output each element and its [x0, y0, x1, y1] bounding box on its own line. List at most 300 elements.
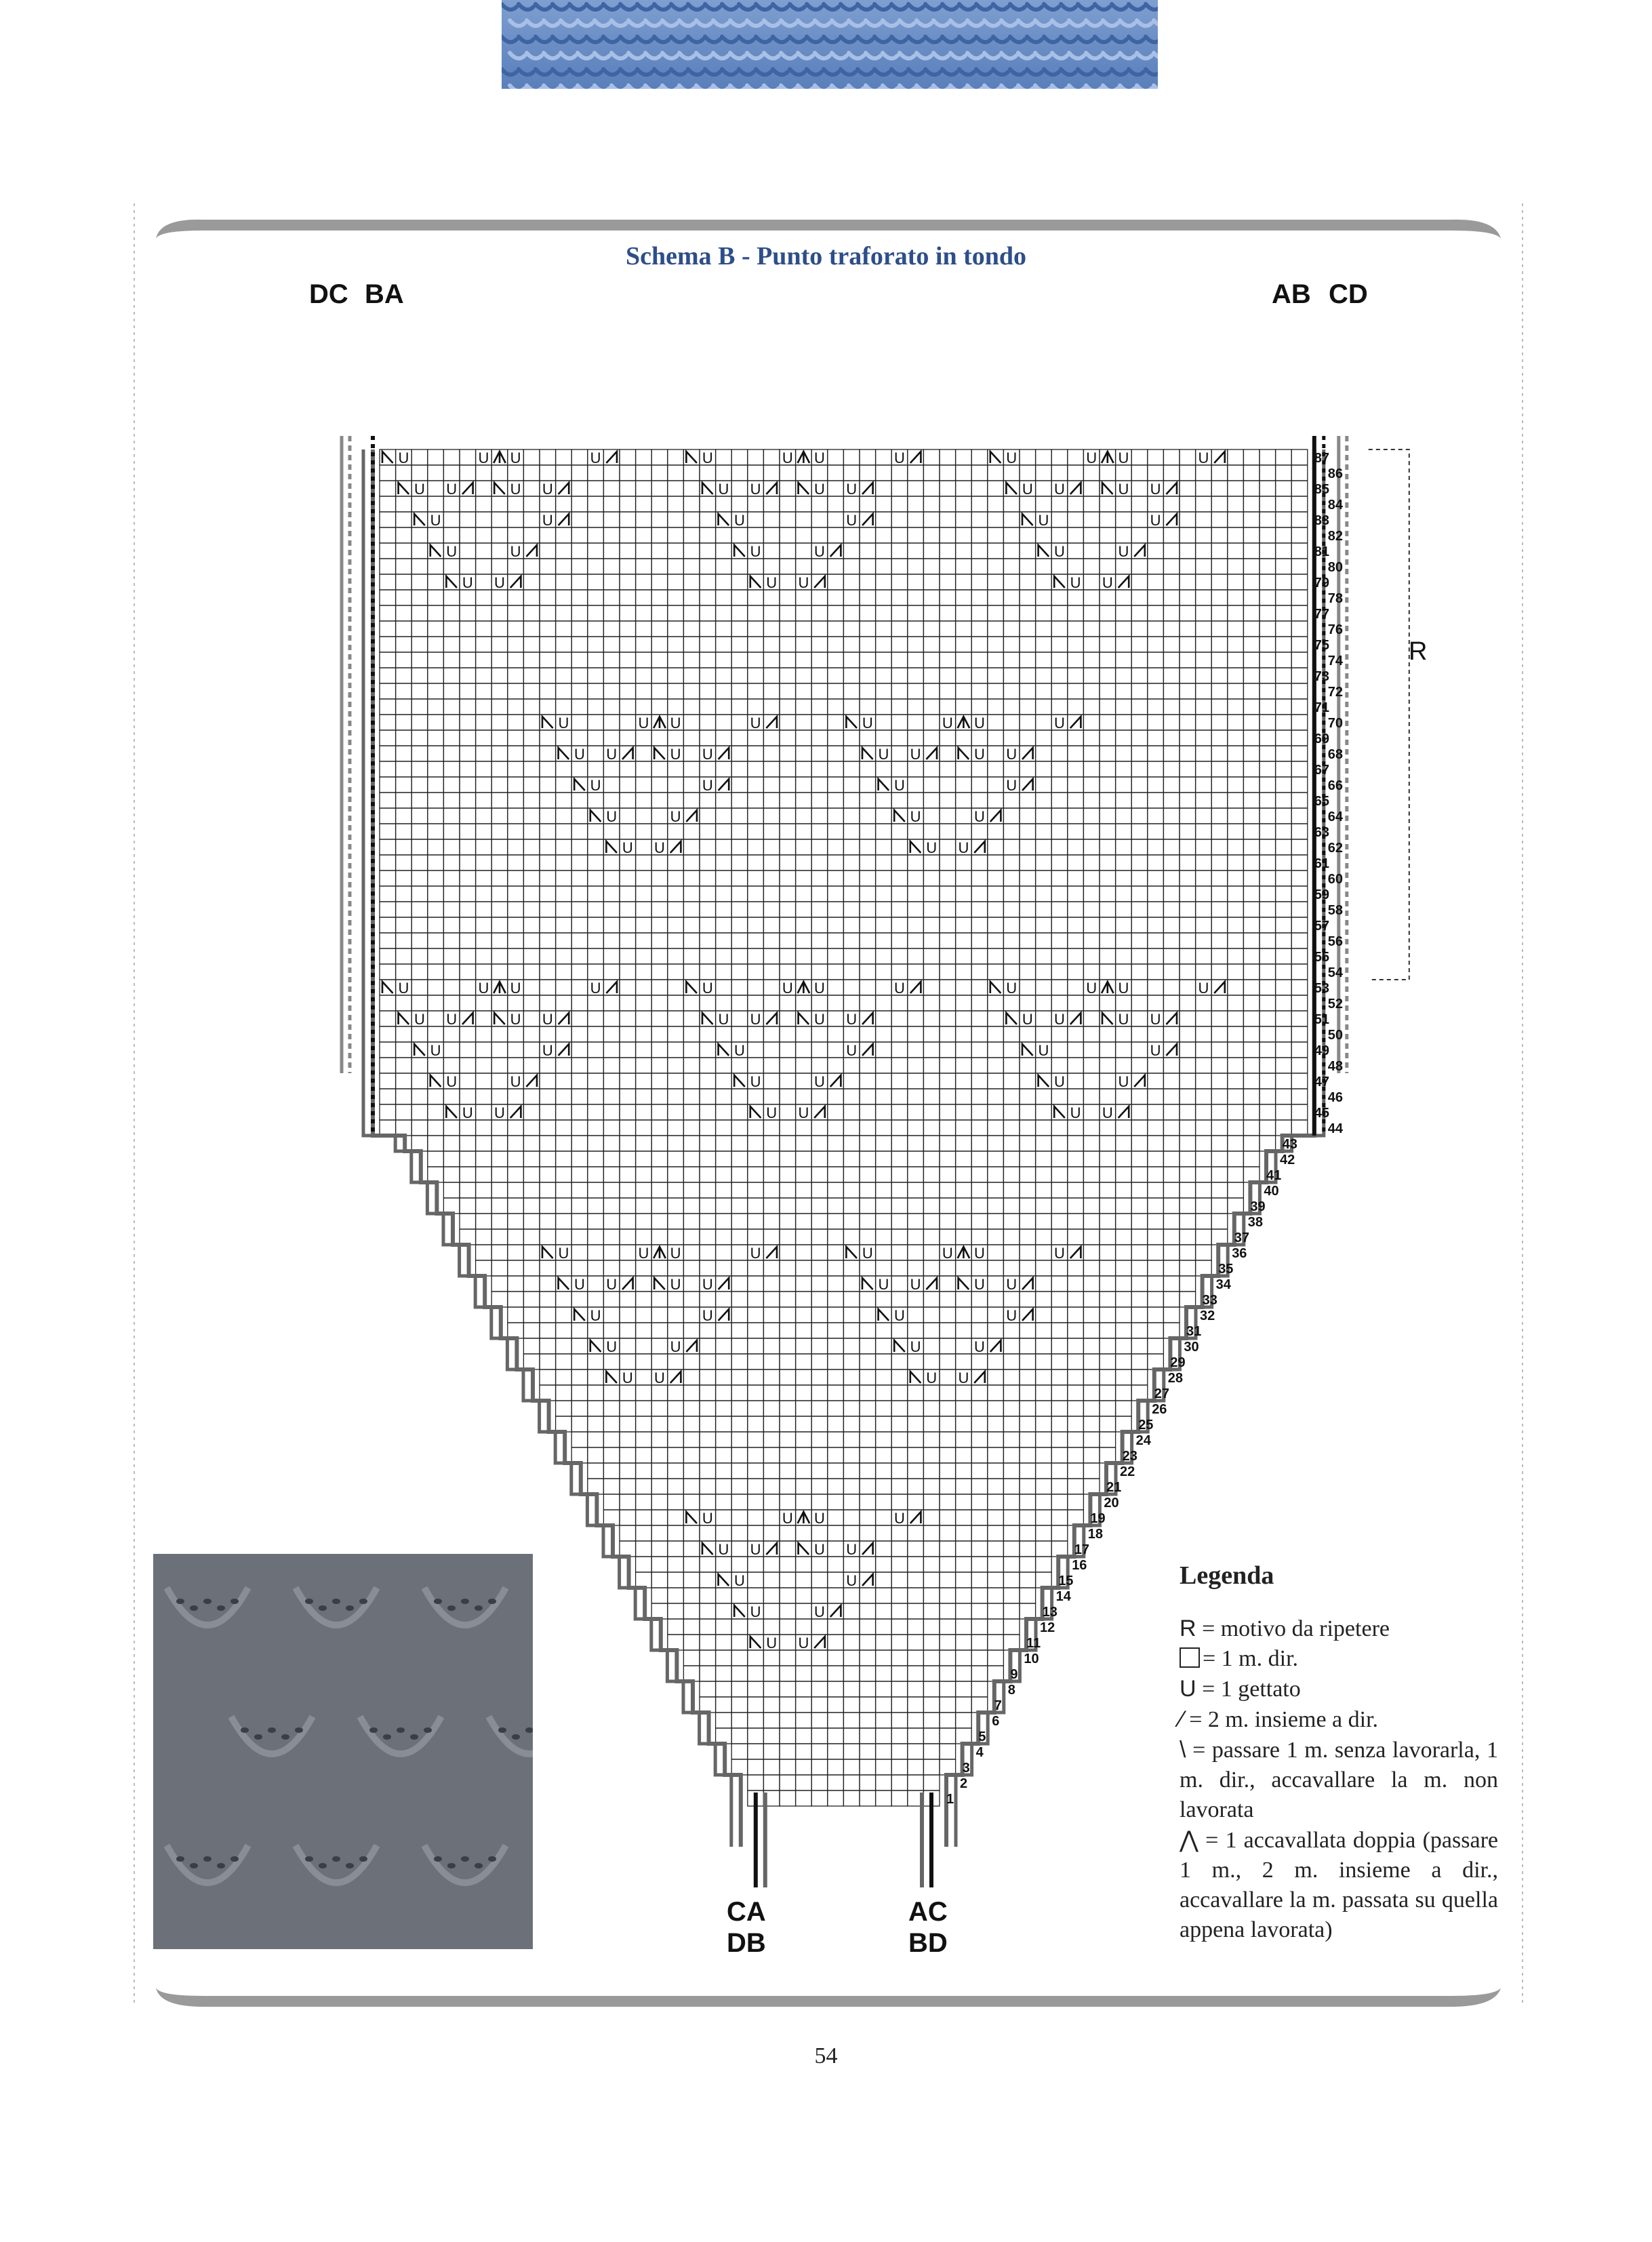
- ssk-mark: [1102, 1013, 1113, 1024]
- yarn-over-mark: U: [606, 1276, 618, 1293]
- double-decrease-mark: [493, 452, 506, 463]
- lace-eyelet: [190, 1863, 198, 1868]
- yarn-over-mark: U: [942, 715, 953, 732]
- ssk-mark: [910, 1372, 921, 1383]
- lace-eyelet: [295, 1727, 303, 1733]
- yarn-over-mark: U: [622, 839, 633, 856]
- yarn-over-mark: U: [670, 1245, 681, 1262]
- yarn-over-mark: U: [814, 1073, 825, 1090]
- yarn-over-mark: U: [702, 777, 713, 794]
- row-number: 84: [1327, 498, 1344, 513]
- ssk-mark: [559, 1278, 569, 1289]
- yarn-over-mark: U: [446, 1011, 458, 1028]
- row-number: 31: [1186, 1324, 1202, 1339]
- lace-eyelet: [488, 1856, 496, 1862]
- label-ba-top: BA: [365, 279, 404, 309]
- legend-title: Legenda: [1180, 1561, 1274, 1590]
- yarn-over-mark: U: [1086, 980, 1097, 997]
- yarn-over-mark: U: [1118, 481, 1129, 498]
- row-number: 50: [1327, 1028, 1344, 1043]
- ssk-mark: [1022, 514, 1033, 525]
- k2tog-mark: [719, 1309, 729, 1321]
- k2tog-mark: [559, 1044, 569, 1056]
- k2tog-mark: [926, 748, 937, 759]
- yarn-over-mark: U: [1102, 1104, 1113, 1121]
- yarn-over-mark: U: [1038, 1042, 1049, 1059]
- lace-eyelet: [383, 1734, 391, 1740]
- row-number: 17: [1074, 1542, 1090, 1557]
- double-decrease-mark: [1102, 452, 1114, 463]
- yarn-over-mark: U: [926, 1369, 938, 1386]
- yarn-over-mark: U: [1198, 449, 1209, 466]
- yarn-over-mark: U: [814, 449, 825, 466]
- lace-eyelet: [397, 1727, 405, 1733]
- ssk-mark: [399, 1013, 409, 1024]
- row-number: 8: [1007, 1683, 1015, 1698]
- yarn-over-mark: U: [510, 543, 521, 560]
- yarn-over-mark: U: [462, 1104, 473, 1121]
- yarn-over-mark: U: [894, 777, 905, 794]
- yarn-over-mark: U: [894, 1307, 905, 1324]
- row-number: 14: [1055, 1589, 1071, 1604]
- ssk-mark: [959, 748, 969, 759]
- k2tog-mark: [1166, 514, 1177, 525]
- lace-eyelet: [305, 1599, 313, 1604]
- k2tog-mark: [974, 841, 985, 853]
- yarn-over-mark: U: [782, 449, 793, 466]
- ssk-mark: [1102, 483, 1113, 494]
- stitch-symbols: [382, 449, 1225, 1652]
- row-number: 23: [1122, 1449, 1137, 1464]
- row-number: 24: [1135, 1433, 1151, 1448]
- ssk-mark: [606, 841, 617, 853]
- legend-item-yarn-over: [1180, 1674, 1498, 1704]
- yarn-over-mark: U: [766, 1104, 778, 1121]
- ssk-mark: [686, 452, 697, 463]
- ssk-mark: [990, 982, 1001, 993]
- yarn-over-mark: U: [398, 980, 409, 997]
- row-number: 11: [1026, 1636, 1041, 1651]
- label-dc-top: DC: [309, 279, 348, 309]
- ssk-mark: [894, 810, 905, 822]
- double-decrease-mark: [1102, 982, 1114, 993]
- k2tog-mark: [814, 1106, 825, 1118]
- k2tog-mark: [1070, 1013, 1081, 1024]
- legend-text: = 1 m. dir.: [1203, 1646, 1299, 1671]
- yarn-over-mark: U: [1054, 1011, 1065, 1028]
- lace-eyelet: [217, 1863, 225, 1868]
- yarn-over-mark: U: [478, 449, 489, 466]
- k2tog-mark: [862, 1013, 873, 1024]
- yarn-over-mark: U: [1006, 1276, 1018, 1293]
- yarn-over-mark: U: [670, 1276, 681, 1293]
- legend-item-knit: [1180, 1644, 1498, 1674]
- yarn-over-mark: U: [414, 481, 425, 498]
- row-number: 68: [1327, 747, 1344, 762]
- yarn-over-mark: U: [926, 839, 938, 856]
- ssk-mark: [910, 841, 921, 853]
- row-number: 42: [1280, 1153, 1295, 1167]
- k2tog-mark: [990, 1340, 1001, 1352]
- ssk-mark: [702, 1543, 713, 1555]
- row-number: 3: [962, 1761, 970, 1776]
- label-cd-top: CD: [1329, 279, 1368, 309]
- k2tog-mark: [862, 1574, 873, 1586]
- yarn-over-mark: U: [734, 1042, 745, 1059]
- yarn-over-mark: U: [1070, 1104, 1081, 1121]
- yarn-over-mark: U: [1118, 543, 1129, 560]
- row-number: 78: [1327, 591, 1344, 606]
- k2tog-mark: [862, 514, 873, 525]
- row-number: 13: [1042, 1605, 1057, 1620]
- row-number: 27: [1154, 1386, 1170, 1401]
- lace-eyelet: [332, 1856, 340, 1862]
- lace-eyelet: [332, 1599, 340, 1604]
- lace-eyelet: [369, 1727, 378, 1733]
- row-number: 72: [1327, 685, 1344, 700]
- yarn-over-mark: U: [574, 746, 585, 763]
- row-number: 80: [1327, 560, 1344, 575]
- row-number: 51: [1314, 1012, 1330, 1027]
- lace-eyelet: [359, 1599, 367, 1604]
- row-number: 86: [1327, 466, 1344, 481]
- row-number: 41: [1266, 1168, 1282, 1183]
- yarn-over-mark: U: [718, 1011, 729, 1028]
- ssk-mark: [750, 1106, 761, 1118]
- ssk-mark: [879, 1309, 889, 1321]
- yarn-over-mark: U: [878, 1276, 889, 1293]
- double-decrease-mark: [798, 452, 810, 463]
- k2tog-mark: [862, 483, 873, 494]
- yarn-over-mark: U: [1022, 481, 1033, 498]
- yarn-over-mark: U: [494, 1104, 505, 1121]
- yarn-over-mark: U: [846, 1042, 858, 1059]
- k2tog-mark: [830, 545, 841, 557]
- yarn-over-mark: U: [1054, 1073, 1065, 1090]
- lace-eyelet: [461, 1856, 469, 1862]
- k2tog-mark: [1214, 982, 1225, 993]
- yarn-over-mark: U: [670, 1338, 681, 1355]
- double-decrease-mark: [653, 717, 666, 728]
- yarn-over-mark: U: [782, 1510, 793, 1527]
- yarn-over-mark: U: [622, 1369, 633, 1386]
- row-number: 63: [1314, 825, 1330, 840]
- chart-title: Schema B - Punto traforato in tondo: [625, 242, 1027, 271]
- yarn-over-mark: U: [1118, 449, 1129, 466]
- yarn-over-mark: U: [862, 715, 873, 732]
- lace-eyelet: [410, 1734, 418, 1740]
- ssk-mark: [430, 1075, 441, 1087]
- k2tog-mark: [830, 1605, 841, 1617]
- row-number: 52: [1327, 997, 1344, 1012]
- row-number: 54: [1327, 965, 1344, 980]
- k2tog-mark: [910, 452, 921, 463]
- row-number: 16: [1072, 1558, 1087, 1573]
- yarn-over-mark: U: [846, 1011, 858, 1028]
- lace-sample-image: [153, 1554, 533, 1949]
- row-number: 61: [1314, 856, 1330, 871]
- ssk-mark: [430, 545, 441, 557]
- yarn-over-mark: U: [846, 1572, 858, 1589]
- yarn-over-mark: U: [446, 1073, 458, 1090]
- yarn-over-mark: U: [814, 1603, 825, 1620]
- ssk-symbol: \: [1180, 1737, 1186, 1763]
- row-number: 20: [1104, 1496, 1119, 1510]
- yarn-over-mark: U: [894, 1510, 905, 1527]
- yarn-over-mark: U: [446, 481, 458, 498]
- lace-eyelet: [447, 1863, 456, 1868]
- k2tog-mark: [1119, 576, 1129, 588]
- ssk-mark: [846, 1247, 857, 1258]
- yarn-over-mark: U: [1006, 449, 1018, 466]
- row-number: 10: [1024, 1652, 1039, 1666]
- yarn-over-mark: U: [494, 574, 505, 591]
- yarn-over-mark: U: [430, 1042, 441, 1059]
- ssk-mark: [590, 810, 601, 822]
- k2tog-mark: [670, 841, 681, 853]
- yarn-over-mark: U: [702, 1307, 713, 1324]
- yarn-over-mark: U: [974, 1276, 985, 1293]
- yarn-over-mark: U: [846, 512, 858, 529]
- label-ab-top: AB: [1272, 279, 1311, 309]
- ssk-mark: [542, 1247, 553, 1258]
- legend-item-k2tog: [1180, 1704, 1498, 1735]
- k2tog-symbol: ⁄: [1180, 1706, 1184, 1732]
- yarn-over-mark: U: [430, 512, 441, 529]
- ssk-mark: [1006, 483, 1017, 494]
- ssk-mark: [686, 1512, 697, 1523]
- ssk-mark: [734, 545, 745, 557]
- row-number: 73: [1314, 669, 1330, 684]
- yarn-over-mark: U: [638, 715, 649, 732]
- repeat-symbol: R: [1180, 1616, 1196, 1641]
- yarn-over-mark: U: [1054, 481, 1065, 498]
- ssk-mark: [590, 1340, 601, 1352]
- ssk-mark: [894, 1340, 905, 1352]
- k2tog-mark: [766, 1013, 777, 1024]
- lace-eyelet: [319, 1605, 327, 1611]
- yarn-over-mark: U: [750, 1073, 761, 1090]
- yarn-over-mark: U: [510, 1011, 521, 1028]
- yarn-over-mark: U: [510, 481, 521, 498]
- lace-eyelet: [281, 1734, 289, 1740]
- yarn-over-mark: U: [718, 1541, 729, 1558]
- row-number: 48: [1327, 1059, 1344, 1074]
- row-number: 71: [1314, 700, 1330, 715]
- yarn-over-mark: U: [974, 1338, 985, 1355]
- row-number: 55: [1314, 950, 1330, 965]
- yarn-over-mark: U: [1086, 449, 1097, 466]
- ssk-mark: [959, 1278, 969, 1289]
- lace-eyelet: [434, 1856, 442, 1862]
- yarn-over-mark: U: [750, 543, 761, 560]
- k2tog-mark: [1214, 452, 1225, 463]
- row-number: 44: [1327, 1121, 1344, 1136]
- lace-eyelet: [190, 1605, 198, 1611]
- k2tog-mark: [1134, 1075, 1145, 1087]
- row-number: 83: [1314, 513, 1330, 528]
- double-decrease-mark: [653, 1247, 666, 1258]
- row-number: 67: [1314, 763, 1330, 778]
- legend-item-ssk: [1180, 1735, 1498, 1825]
- row-number: 7: [994, 1698, 1002, 1713]
- yarn-over-mark: U: [542, 1042, 553, 1059]
- yarn-over-mark: U: [766, 574, 778, 591]
- k2tog-mark: [1166, 1013, 1177, 1024]
- legend-text: = 2 m. insieme a dir.: [1183, 1707, 1379, 1732]
- row-number: 35: [1218, 1262, 1234, 1277]
- ssk-mark: [750, 576, 761, 588]
- ssk-mark: [1039, 545, 1049, 557]
- yarn-over-symbol: U: [1180, 1676, 1196, 1702]
- k2tog-mark: [766, 1247, 777, 1258]
- row-number: 77: [1314, 607, 1330, 622]
- lace-eyelet: [217, 1605, 225, 1611]
- row-number: 64: [1327, 809, 1344, 824]
- yarn-over-mark: U: [734, 512, 745, 529]
- yarn-over-mark: U: [1006, 746, 1018, 763]
- yarn-over-mark: U: [478, 980, 489, 997]
- double-decrease-mark: [958, 717, 970, 728]
- k2tog-mark: [670, 1372, 681, 1383]
- yarn-over-mark: U: [862, 1245, 873, 1262]
- ssk-mark: [574, 1309, 585, 1321]
- yarn-over-mark: U: [1150, 1042, 1161, 1059]
- row-number: 34: [1215, 1277, 1231, 1292]
- yarn-over-mark: U: [1198, 980, 1209, 997]
- row-number: 37: [1234, 1230, 1250, 1245]
- k2tog-mark: [910, 982, 921, 993]
- k2tog-mark: [1022, 1278, 1033, 1289]
- double-decrease-mark: [958, 1247, 970, 1258]
- yarn-over-mark: U: [702, 1510, 713, 1527]
- yarn-over-mark: U: [1118, 1073, 1129, 1090]
- lace-eyelet: [498, 1727, 506, 1733]
- yarn-over-mark: U: [462, 574, 473, 591]
- double-decrease-mark: [493, 982, 506, 993]
- yarn-over-mark: U: [414, 1011, 425, 1028]
- k2tog-mark: [1119, 1106, 1129, 1118]
- k2tog-mark: [990, 810, 1001, 822]
- row-number: 26: [1152, 1402, 1167, 1417]
- row-number: 70: [1327, 716, 1344, 731]
- k2tog-mark: [1166, 483, 1177, 494]
- photo-background: [153, 1554, 533, 1949]
- row-number: 30: [1184, 1340, 1199, 1355]
- yarn-over-mark: U: [1054, 543, 1065, 560]
- yarn-over-mark: U: [510, 449, 521, 466]
- row-number: 53: [1314, 981, 1330, 996]
- k2tog-mark: [526, 1075, 537, 1087]
- ssk-mark: [799, 483, 809, 494]
- yarn-over-mark: U: [398, 449, 409, 466]
- lace-eyelet: [475, 1605, 483, 1611]
- k2tog-mark: [766, 717, 777, 728]
- row-number: 18: [1087, 1527, 1104, 1542]
- ssk-mark: [799, 1543, 809, 1555]
- row-number: 46: [1327, 1090, 1344, 1105]
- row-number: 47: [1314, 1075, 1330, 1089]
- yarn-over-mark: U: [910, 1276, 921, 1293]
- k2tog-mark: [510, 576, 521, 588]
- lace-eyelet: [447, 1605, 456, 1611]
- row-number: 75: [1314, 638, 1330, 653]
- lace-eyelet: [359, 1856, 367, 1862]
- yarn-over-mark: U: [702, 746, 713, 763]
- row-number: 6: [992, 1714, 1000, 1729]
- k2tog-mark: [510, 1106, 521, 1118]
- label-ca-bottom: CA: [727, 1897, 766, 1927]
- yarn-over-mark: U: [1150, 481, 1161, 498]
- legend-text: = 1 gettato: [1196, 1677, 1301, 1702]
- row-number: 25: [1138, 1418, 1154, 1433]
- yarn-over-mark: U: [542, 481, 553, 498]
- k2tog-mark: [559, 514, 569, 525]
- row-number: 29: [1170, 1355, 1186, 1370]
- yarn-over-mark: U: [814, 481, 825, 498]
- ssk-mark: [399, 483, 409, 494]
- yarn-over-mark: U: [750, 1603, 761, 1620]
- row-number: 69: [1314, 732, 1330, 746]
- lace-eyelet: [254, 1734, 262, 1740]
- yarn-over-mark: U: [750, 481, 761, 498]
- ssk-mark: [750, 1637, 761, 1648]
- ssk-mark: [862, 1278, 873, 1289]
- yarn-over-mark: U: [958, 839, 969, 856]
- yarn-over-mark: U: [734, 1572, 745, 1589]
- row-number: 39: [1250, 1199, 1266, 1214]
- k2tog-mark: [622, 1278, 633, 1289]
- yarn-over-mark: U: [958, 1369, 969, 1386]
- yarn-over-mark: U: [814, 980, 825, 997]
- row-number: 45: [1314, 1106, 1330, 1121]
- lace-eyelet: [268, 1727, 276, 1733]
- yarn-over-mark: U: [606, 1338, 618, 1355]
- ssk-mark: [542, 717, 553, 728]
- k2tog-mark: [926, 1278, 937, 1289]
- ssk-mark: [446, 1106, 457, 1118]
- row-number: 56: [1327, 934, 1344, 949]
- k2tog-mark: [862, 1044, 873, 1056]
- legend-text: = motivo da ripetere: [1196, 1616, 1390, 1641]
- ssk-mark: [799, 1013, 809, 1024]
- k2tog-mark: [1022, 779, 1033, 790]
- yarn-over-mark: U: [814, 1011, 825, 1028]
- legend-text: = 1 accavallata doppia (passare 1 m., 2 m. insieme a dir., accavallare la m. passata su quella appena lavorata): [1180, 1828, 1498, 1942]
- yarn-over-mark: U: [1038, 512, 1049, 529]
- lace-eyelet: [176, 1599, 184, 1604]
- yarn-over-mark: U: [542, 512, 553, 529]
- lace-eyelet: [346, 1863, 354, 1868]
- ssk-mark: [686, 982, 697, 993]
- ssk-mark: [719, 1574, 729, 1586]
- yarn-over-mark: U: [1118, 980, 1129, 997]
- yarn-over-mark: U: [798, 1104, 809, 1121]
- ssk-mark: [654, 1278, 665, 1289]
- yarn-over-mark: U: [798, 574, 809, 591]
- row-number: 59: [1314, 887, 1330, 902]
- ssk-mark: [719, 1044, 729, 1056]
- yarn-over-mark: U: [1022, 1011, 1033, 1028]
- ssk-mark: [1054, 1106, 1065, 1118]
- knitted-sample-photo: [153, 1554, 533, 1949]
- k2tog-mark: [1070, 717, 1081, 728]
- ssk-mark: [734, 1605, 745, 1617]
- ssk-mark: [446, 576, 457, 588]
- k2tog-mark: [686, 810, 697, 822]
- label-bd-bottom: BD: [908, 1928, 948, 1958]
- k2tog-mark: [606, 982, 617, 993]
